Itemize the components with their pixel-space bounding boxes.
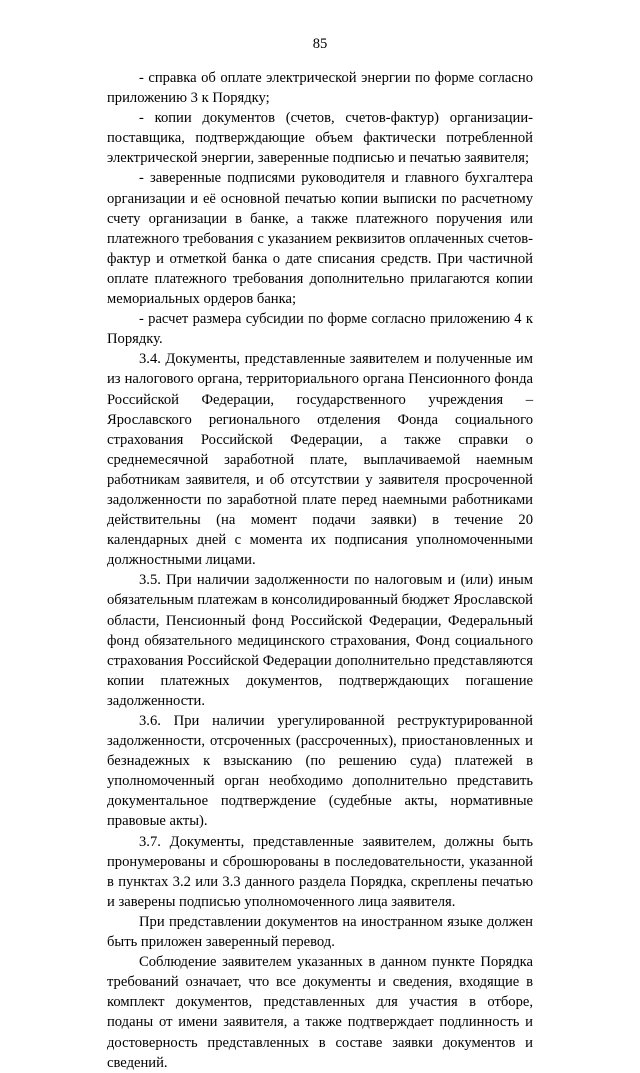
list-item-subsidy-calculation: - расчет размера субсидии по форме согласно приложению 4 к Порядку. bbox=[107, 311, 533, 348]
document-body bbox=[107, 68, 533, 1073]
list-item-bank-statement-copies: - заверенные подписями руководителя и главного бухгалтера организации и её основной печатью копии выписки по расчетному счету организации в банке, а также платежного поручения или платежного требования с указанием реквизитов оплаченных счетов-фактур и отметкой банка о дате списания средств. При частичной оплате платежного требования дополнительно прилагаются копии мемориальных ордеров банка; bbox=[107, 170, 533, 308]
list-item-supplier-documents-copies: - копии документов (счетов, счетов-фактур) организации-поставщика, подтверждающие объем фактически потребленной электрической энергии, заверенные подписью и печатью заявителя; bbox=[107, 110, 533, 167]
clause-3-5: 3.5. При наличии задолженности по налоговым и (или) иным обязательным платежам в консолидированный бюджет Ярославской области, Пенсионный фонд Российской Федерации, Федеральный фонд обязательного медицинского страхования, Фонд социального страхования Российской Федерации дополнительно представляются копии платежных документов, подтверждающих погашение задолженности. bbox=[107, 572, 533, 709]
paragraph-foreign-language-translation: При представлении документов на иностранном языке должен быть приложен заверенный перевод. bbox=[107, 913, 533, 951]
list-item-electricity-payment-certificate: - справка об оплате электрической энергии по форме согласно приложению 3 к Порядку; bbox=[107, 70, 533, 107]
clause-3-4: 3.4. Документы, представленные заявителем и полученные им из налогового органа, территориального органа Пенсионного фонда Российской Федерации, государственного учреждения – Ярославского регионального отделения Фонда социального страхования Российской Федерации, а также справки о среднемесячной заработной плате, выплачиваемой наемным работникам заявителя, и об отсутствии у заявителя просроченной задолженности по заработной плате перед наемными работниками действительны (на момент подачи заявки) в течение 20 календарных дней с момента их подписания уполномоченными должностными лицами. bbox=[107, 351, 533, 569]
clause-3-7: 3.7. Документы, представленные заявителем, должны быть пронумерованы и сброшюрованы в последовательности, указанной в пунктах 3.2 или 3.3 данного раздела Порядка, скреплены печатью и заверены подписью уполномоченного лица заявителя. bbox=[107, 833, 533, 910]
page-number: 85 bbox=[312, 36, 328, 52]
paragraph-compliance-statement: Соблюдение заявителем указанных в данном пункте Порядка требований означает, что все документы и сведения, входящие в комплект документов, представленных для участия в отборе, поданы от имени заявителя, а также подтверждает подлинность и достоверность представленных в составе заявки документов и сведений. bbox=[107, 954, 533, 1071]
clause-3-6: 3.6. При наличии урегулированной реструктурированной задолженности, отсроченных (рассроченных), приостановленных и безнадежных к взысканию (по решению суда) платежей в уполномоченный орган необходимо дополнительно представить документальное подтверждение (судебные акты, нормативные правовые акты). bbox=[107, 713, 533, 830]
